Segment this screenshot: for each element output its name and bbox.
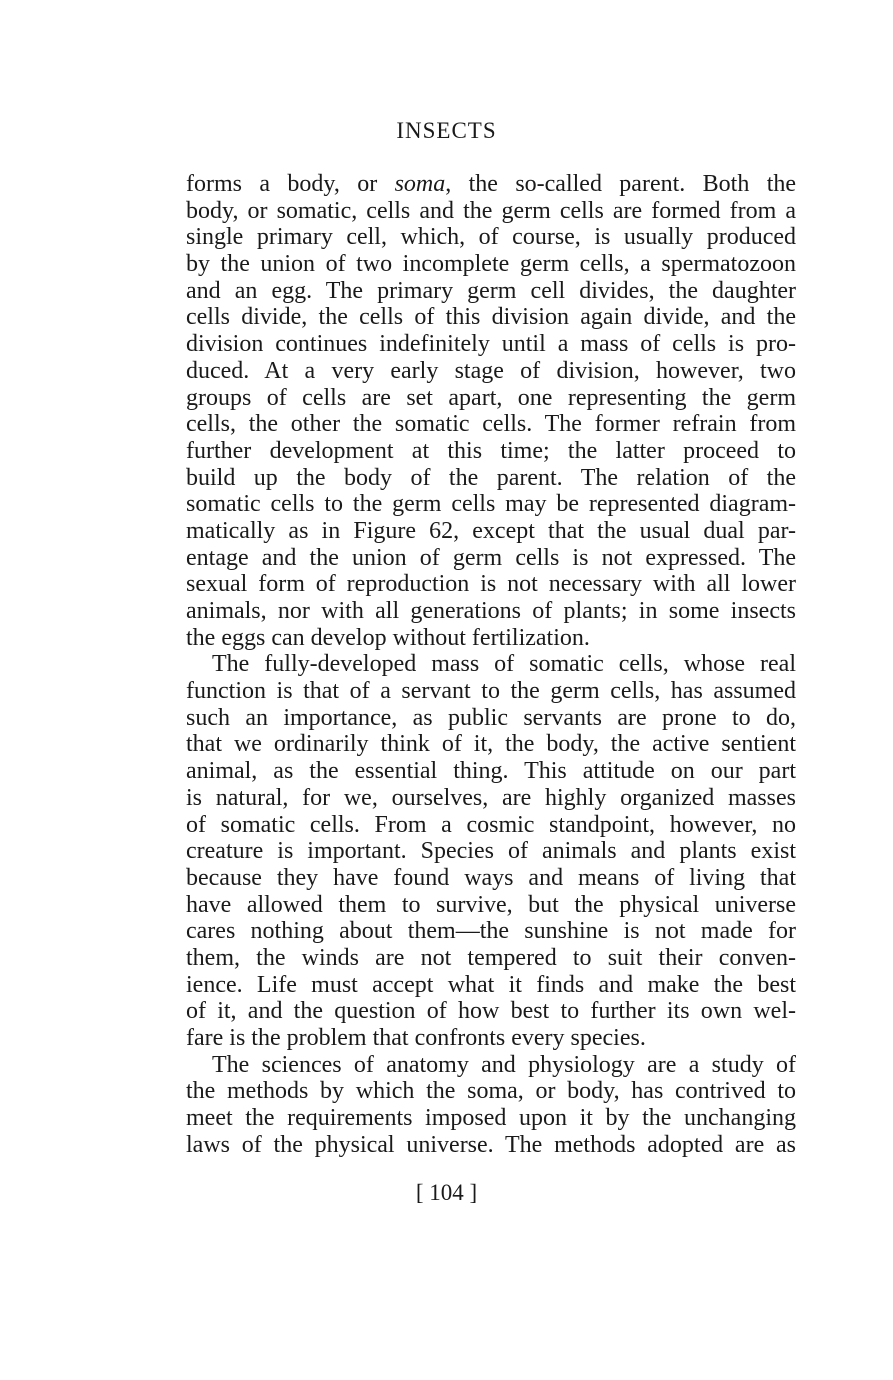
- body-text: [186, 171, 796, 1158]
- text-line: entage and the union of germ cells is not expressed. The: [186, 544, 796, 571]
- italic-term: soma: [394, 171, 446, 197]
- text-segment: , the so-called parent. Both the: [445, 171, 797, 197]
- text-line: fare is the problem that confronts every species.: [186, 1025, 646, 1051]
- text-line: by the union of two incomplete germ cells, a spermatozoon: [186, 251, 796, 278]
- text-line: duced. At a very early stage of division, however, two: [186, 357, 796, 384]
- text-segment: forms a body, or: [186, 171, 395, 197]
- text-line: of somatic cells. From a cosmic standpoint, however, no: [186, 811, 796, 838]
- paragraph: [186, 1052, 796, 1159]
- text-line: meet the requirements imposed upon it by the unchanging: [186, 1105, 796, 1132]
- text-line: The sciences of anatomy and physiology are a study of: [212, 1051, 796, 1078]
- text-line: cells, the other the somatic cells. The former refrain from: [186, 411, 796, 438]
- text-line: creature is important. Species of animals and plants exist: [186, 838, 796, 865]
- text-line: is natural, for we, ourselves, are highly organized masses: [186, 784, 796, 811]
- text-line: them, the winds are not tempered to suit their conven-: [186, 944, 796, 971]
- text-line: of it, and the question of how best to further its own wel-: [186, 998, 796, 1025]
- text-line: body, or somatic, cells and the germ cells are formed from a: [186, 197, 796, 224]
- text-line: the methods by which the soma, or body, has contrived to: [186, 1078, 796, 1105]
- text-line: such an importance, as public servants are prone to do,: [186, 704, 796, 731]
- text-line: [186, 171, 796, 198]
- running-head: INSECTS: [396, 118, 497, 143]
- text-line: that we ordinarily think of it, the body, the active sentient: [186, 731, 796, 758]
- text-line: animal, as the essential thing. This attitude on our part: [186, 758, 796, 785]
- text-line: laws of the physical universe. The methods adopted are as: [186, 1131, 796, 1158]
- text-line: build up the body of the parent. The relation of the: [186, 464, 796, 491]
- text-line: further development at this time; the latter proceed to: [186, 437, 796, 464]
- text-line: division continues indefinitely until a mass of cells is pro-: [186, 331, 796, 358]
- text-line: and an egg. The primary germ cell divides, the daughter: [186, 277, 796, 304]
- text-line: somatic cells to the germ cells may be represented diagram-: [186, 491, 796, 518]
- text-line: cells divide, the cells of this division again divide, and the: [186, 304, 796, 331]
- text-line: function is that of a servant to the germ cells, has assumed: [186, 678, 796, 705]
- text-line: groups of cells are set apart, one representing the germ: [186, 384, 796, 411]
- text-line: the eggs can develop without fertilization.: [186, 624, 590, 651]
- text-line: have allowed them to survive, but the physical universe: [186, 891, 796, 918]
- text-line: single primary cell, which, of course, is usually produced: [186, 224, 796, 251]
- text-line: cares nothing about them—the sunshine is not made for: [186, 918, 796, 945]
- text-line: because they have found ways and means of living that: [186, 864, 796, 891]
- page-number: [ 104 ]: [415, 1180, 478, 1205]
- text-line: matically as in Figure 62, except that the usual dual par-: [186, 517, 796, 544]
- paragraph: [186, 171, 796, 651]
- text-line: animals, nor with all generations of plants; in some insects: [186, 598, 796, 624]
- text-line: ience. Life must accept what it finds and make the best: [186, 971, 796, 998]
- text-line: The fully-developed mass of somatic cells, whose real: [212, 651, 796, 678]
- text-line: sexual form of reproduction is not necessary with all lower: [186, 571, 796, 598]
- paragraph: [186, 651, 796, 1051]
